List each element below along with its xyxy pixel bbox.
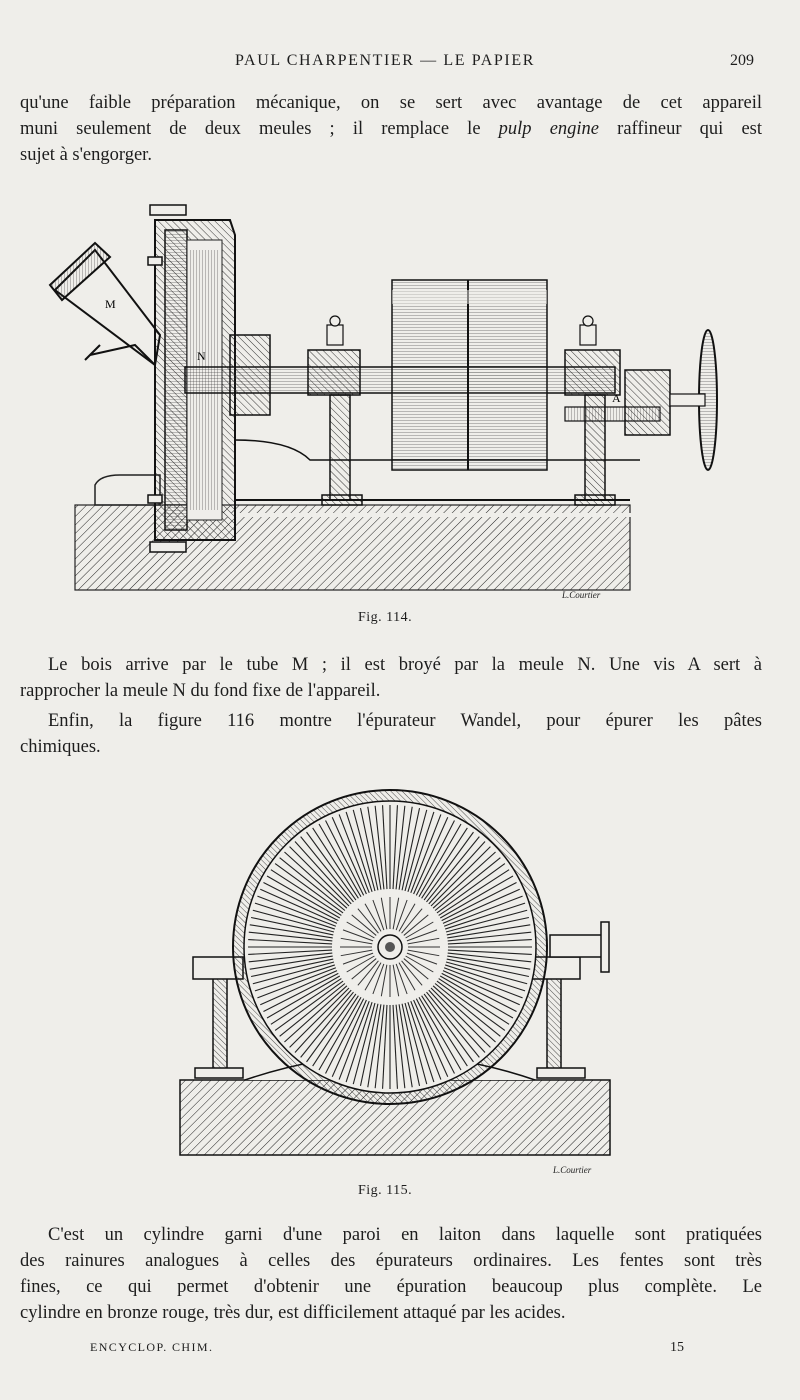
signature-mark: ENCYCLOP. CHIM. [90, 1340, 214, 1354]
paragraph-2-line-1: Le bois arrive par le tube M ; il est broyé par la meule N. Une vis A sert à [48, 655, 762, 675]
paragraph-3-line-1: Enfin, la figure 116 montre l'épurateur Wandel, pour épurer les pâtes [48, 711, 762, 731]
label-n: N [197, 349, 206, 363]
paragraph-3-line-2: chimiques. [20, 737, 101, 757]
paragraph-1-line-2-start: muni seulement de deux meules ; il remplace le [20, 119, 499, 139]
paragraph-4-line-1: C'est un cylindre garni d'une paroi en laiton dans laquelle sont pratiquées [48, 1225, 762, 1245]
page-footer [0, 1340, 800, 1360]
paragraph-2-line-2: rapprocher la meule N du fond fixe de l'appareil. [20, 681, 381, 701]
figure-115-credit: L.Courtier [553, 1165, 592, 1175]
figure-114-grinder-drawing [40, 195, 740, 605]
pulp-engine-term: pulp engine [498, 119, 600, 139]
paragraph-4-line-3: fines, ce qui permet d'obtenir une épuration beaucoup plus complète. Le [20, 1277, 762, 1297]
paragraph-1-line-2-end: raffineur qui est [599, 119, 762, 139]
paragraph-3 [20, 708, 762, 760]
label-m: M [105, 297, 116, 311]
running-head [0, 52, 800, 76]
page-number: 209 [730, 52, 754, 69]
figure-114-credit: L.Courtier [562, 590, 601, 600]
paragraph-4-line-2: des rainures analogues à celles des épurateurs ordinaires. Les fentes sont très [20, 1251, 762, 1271]
figure-114-caption: Fig. 114. [358, 610, 413, 625]
paragraph-4 [20, 1222, 762, 1326]
paragraph-1-line-3: sujet à s'engorger. [20, 145, 152, 165]
sheet-number: 15 [670, 1340, 684, 1355]
running-head-title: PAUL CHARPENTIER — LE PAPIER [235, 52, 535, 69]
figure-115-strainer-drawing [175, 785, 625, 1170]
paragraph-1-line-2 [20, 116, 762, 142]
label-a: A [612, 391, 621, 405]
paragraph-4-line-4: cylindre en bronze rouge, très dur, est difficilement attaqué par les acides. [20, 1303, 566, 1323]
paragraph-1-line-1: qu'une faible préparation mécanique, on se sert avec avantage de cet appareil [20, 93, 762, 113]
figure-115-caption: Fig. 115. [358, 1183, 413, 1198]
paragraph-1 [20, 90, 762, 168]
paragraph-2 [20, 652, 762, 704]
